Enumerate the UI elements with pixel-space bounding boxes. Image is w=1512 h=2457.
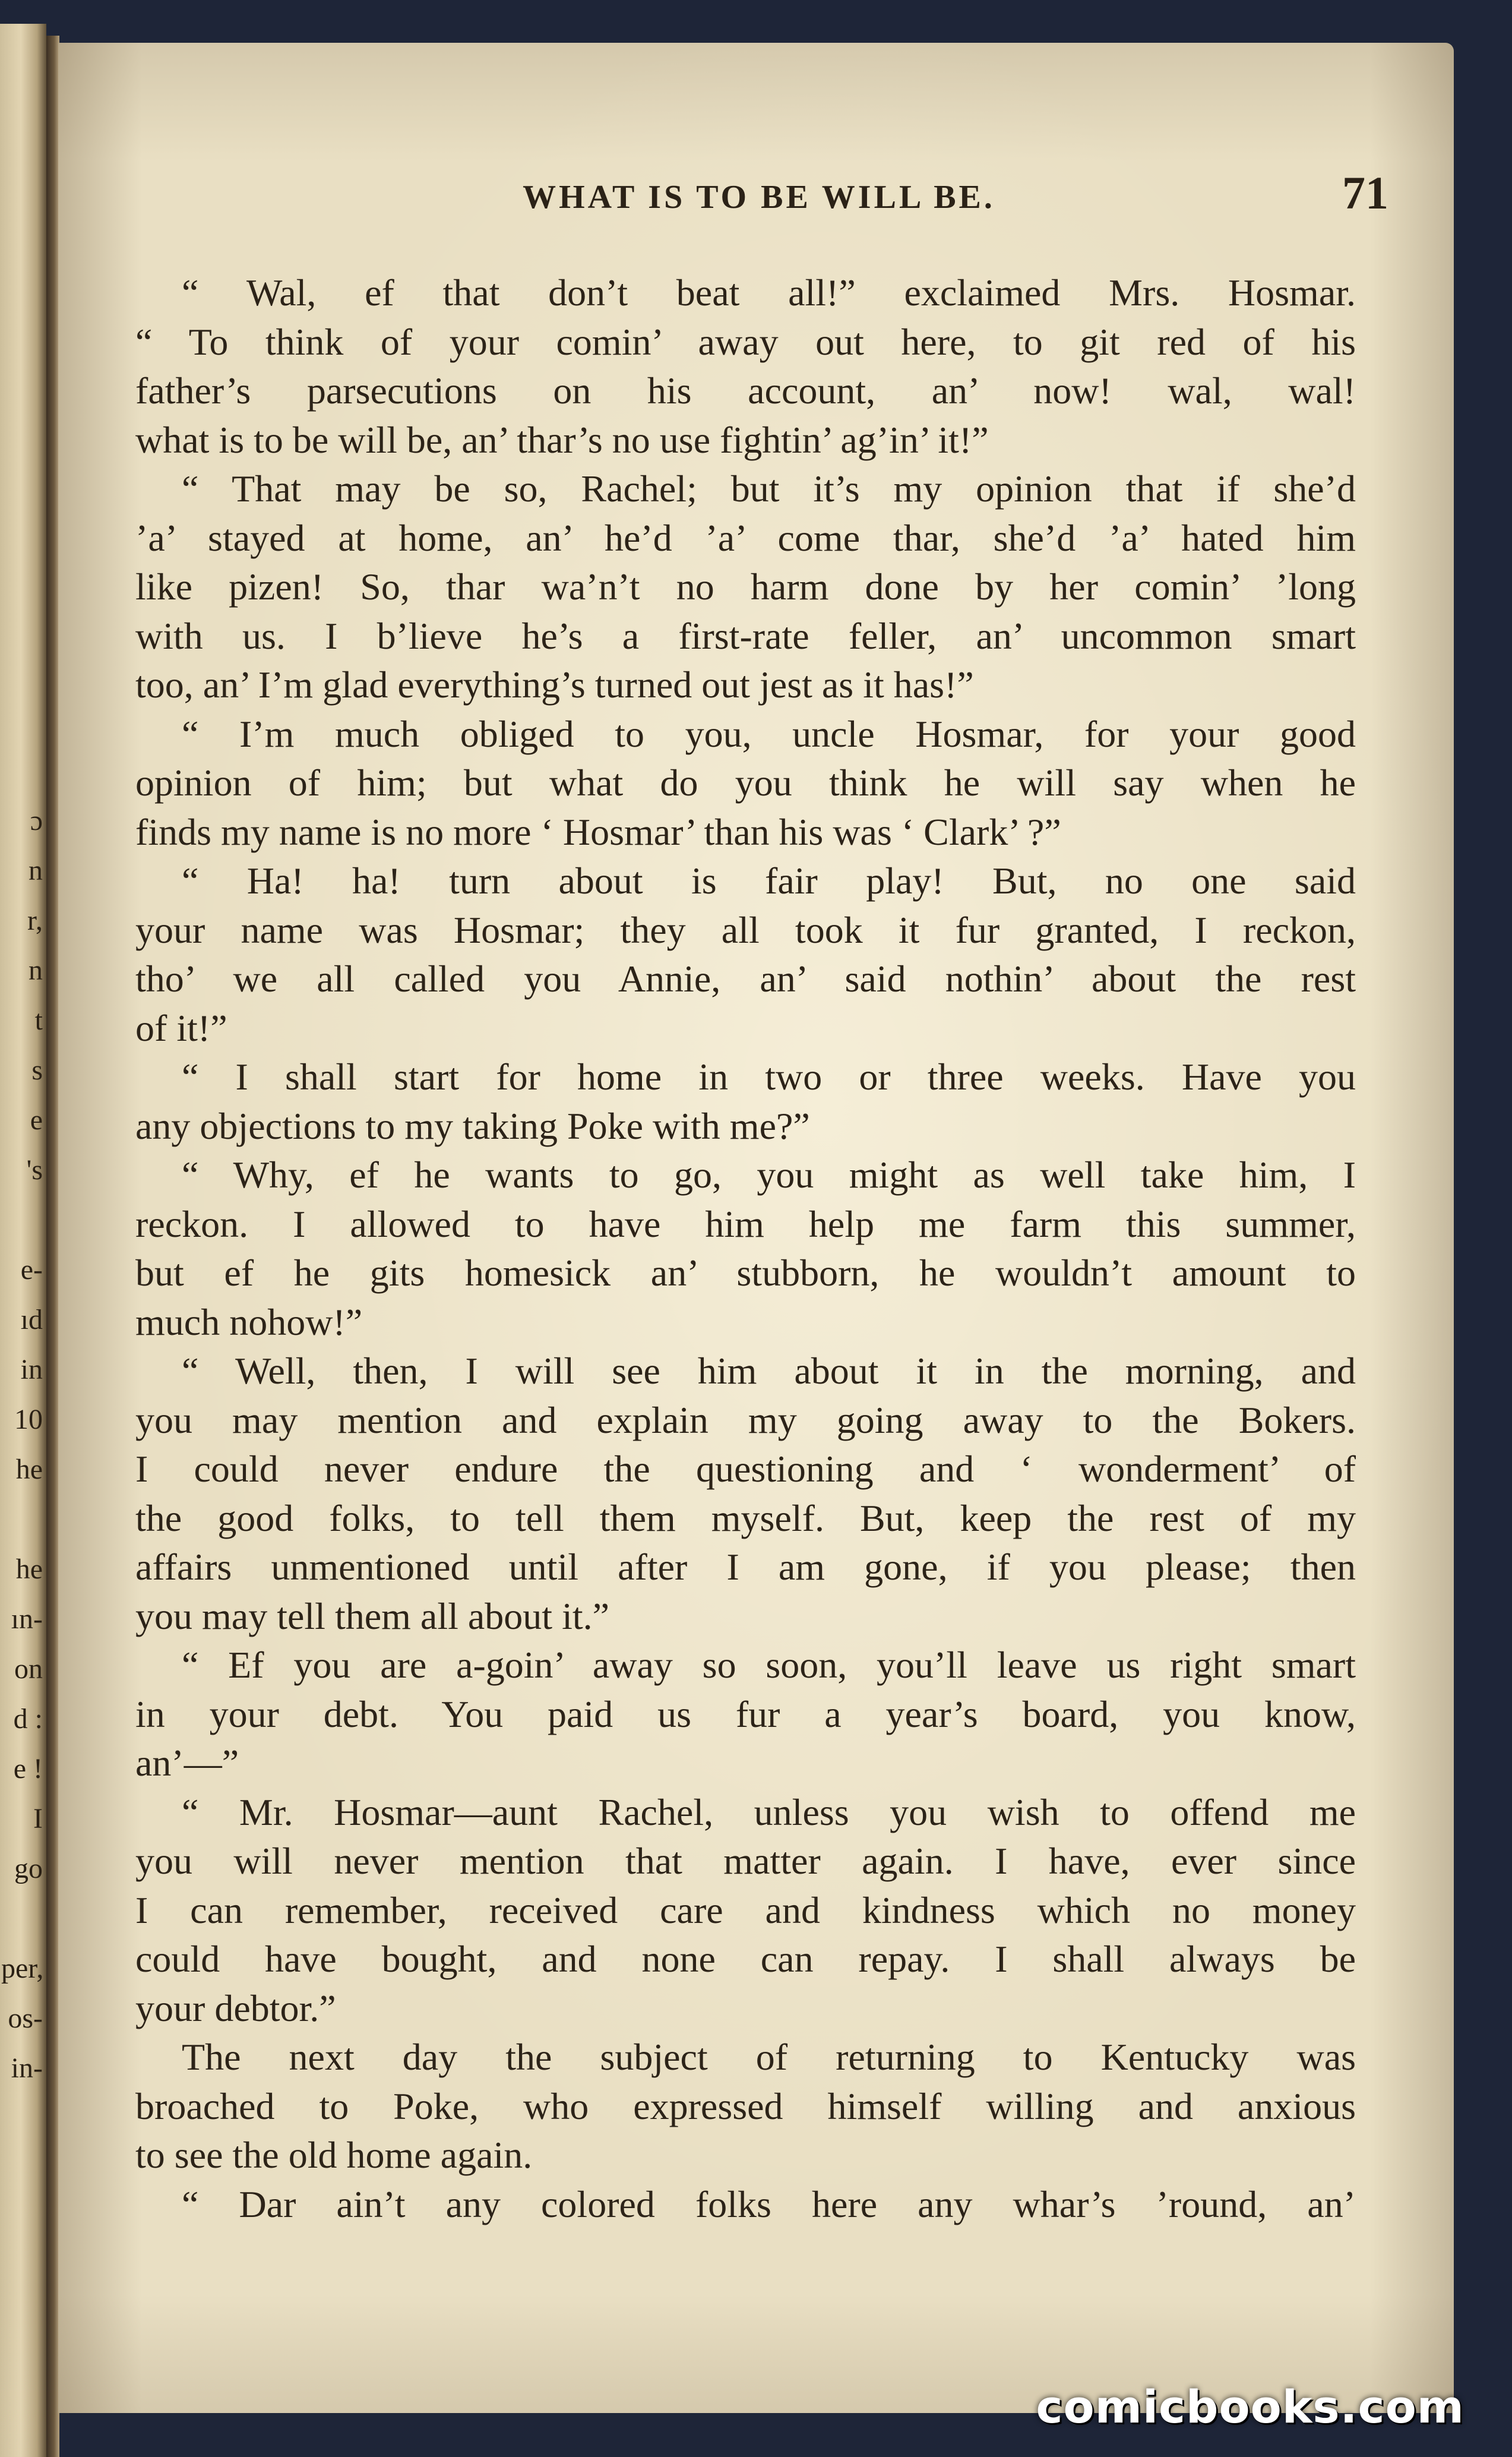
previous-page-fragment: r,: [27, 905, 43, 936]
text-line: like pizen! So, thar wa’n’t no harm done by her comin’ ’long: [135, 566, 1356, 608]
text-line: “ Wal, ef that don’t beat all!” exclaimed Mrs. Hosmar.: [182, 271, 1356, 314]
previous-page-fragment: d :: [13, 1703, 43, 1735]
text-line: you will never mention that matter again. I have, ever since: [135, 1840, 1356, 1882]
text-line: I could never endure the questioning and ‘ wonderment’ of: [135, 1448, 1356, 1490]
text-line: in your debt. You paid us fur a year’s board, you know,: [135, 1692, 1356, 1735]
previous-page-fragment: s: [31, 1054, 43, 1086]
previous-page-fragment: e: [30, 1104, 43, 1136]
previous-page-fragment: in: [20, 1354, 43, 1385]
previous-page-fragment: he: [15, 1454, 43, 1485]
text-line: “ Ef you are a-goin’ away so soon, you’ll leave us right smart: [182, 1644, 1356, 1686]
text-line: could have bought, and none can repay. I shall always be: [135, 1938, 1356, 1980]
previous-page-fragment: n: [29, 955, 43, 986]
text-line: you may tell them all about it.”: [135, 1594, 610, 1637]
text-line: of it!”: [135, 1006, 227, 1049]
previous-page-fragment: ɔ: [30, 805, 43, 836]
previous-page-fragment: e-: [20, 1254, 43, 1286]
text-line: broached to Poke, who expressed himself willing and anxious: [135, 2085, 1356, 2127]
text-line: tho’ we all called you Annie, an’ said nothin’ about the rest: [135, 958, 1356, 1000]
previous-page-fragment: 10: [14, 1404, 43, 1435]
text-line: affairs unmentioned until after I am gone, if you please; then: [135, 1546, 1356, 1588]
text-line: ’a’ stayed at home, an’ he’d ’a’ come thar, she’d ’a’ hated him: [135, 516, 1356, 559]
text-line: “ Dar ain’t any colored folks here any whar’s ’round, an’: [182, 2183, 1356, 2225]
previous-page-fragment: on: [14, 1653, 43, 1685]
text-line: your debtor.”: [135, 1987, 336, 2029]
text-line: what is to be will be, an’ thar’s no use fightin’ ag’in’ it!”: [135, 418, 989, 461]
previous-page-fragment: go: [14, 1853, 43, 1884]
text-line: “ Why, ef he wants to go, you might as well take him, I: [182, 1154, 1356, 1196]
previous-page-fragment: he: [15, 1553, 43, 1585]
previous-page-fragment: t: [34, 1005, 43, 1036]
text-line: “ Well, then, I will see him about it in the morning, and: [182, 1350, 1356, 1392]
previous-page-edge: [0, 24, 46, 2457]
previous-page-fragment: e !: [13, 1753, 43, 1785]
text-line: opinion of him; but what do you think he will say when he: [135, 762, 1356, 804]
book-page: [58, 43, 1454, 2413]
previous-page-fragment: n: [29, 855, 43, 886]
text-line: with us. I b’lieve he’s a first-rate feller, an’ uncommon smart: [135, 614, 1356, 657]
text-line: much nohow!”: [135, 1300, 363, 1343]
text-line: any objections to my taking Poke with me?”: [135, 1104, 810, 1147]
text-line: I can remember, received care and kindness which no money: [135, 1888, 1356, 1931]
text-line: “ I’m much obliged to you, uncle Hosmar, for your good: [182, 712, 1356, 755]
text-line: the good folks, to tell them myself. But, keep the rest of my: [135, 1496, 1356, 1539]
previous-page-fragment: in-: [11, 2052, 43, 2084]
text-line: to see the old home again.: [135, 2134, 533, 2176]
text-line: “ I shall start for home in two or three weeks. Have you: [182, 1056, 1356, 1098]
text-line: too, an’ I’m glad everything’s turned out jest as it has!”: [135, 664, 974, 706]
text-line: “ To think of your comin’ away out here, to git red of his: [135, 320, 1356, 363]
previous-page-fragment: ıd: [20, 1304, 43, 1335]
previous-page-fragment: ın-: [11, 1603, 43, 1635]
text-line: father’s parsecutions on his account, an’ now! wal, wal!: [135, 370, 1356, 412]
previous-page-fragment: per,: [1, 1953, 44, 1984]
text-line: “ Mr. Hosmar—aunt Rachel, unless you wish to offend me: [182, 1790, 1356, 1833]
previous-page-fragment: 's: [26, 1154, 43, 1186]
previous-page-fragment: os-: [8, 2003, 43, 2034]
running-head: WHAT IS TO BE WILL BE.: [523, 179, 995, 216]
text-line: your name was Hosmar; they all took it fur granted, I reckon,: [135, 908, 1356, 951]
text-line: “ That may be so, Rachel; but it’s my opinion that if she’d: [182, 468, 1356, 510]
previous-page-fragment: I: [33, 1803, 43, 1834]
watermark: comicbooks.com: [1036, 2380, 1464, 2433]
body-text: [135, 269, 1356, 2229]
previous-page-fragment: [1, 1495, 43, 1545]
text-line: “ Ha! ha! turn about is fair play! But, no one said: [182, 860, 1356, 902]
text-line: you may mention and explain my going away to the Bokers.: [135, 1398, 1356, 1441]
book-gutter: [46, 36, 59, 2457]
page-number: 71: [1342, 167, 1388, 219]
text-line: finds my name is no more ‘ Hosmar’ than his was ‘ Clark’ ?”: [135, 810, 1061, 853]
text-line: reckon. I allowed to have him help me farm this summer,: [135, 1202, 1356, 1245]
previous-page-text-fragments: [1, 796, 43, 2093]
text-line: The next day the subject of returning to Kentucky was: [182, 2036, 1356, 2078]
text-line: but ef he gits homesick an’ stubborn, he wouldn’t amount to: [135, 1252, 1356, 1294]
previous-page-fragment: [1, 1894, 43, 1944]
previous-page-fragment: [1, 1195, 43, 1245]
text-line: an’—”: [135, 1742, 239, 1784]
